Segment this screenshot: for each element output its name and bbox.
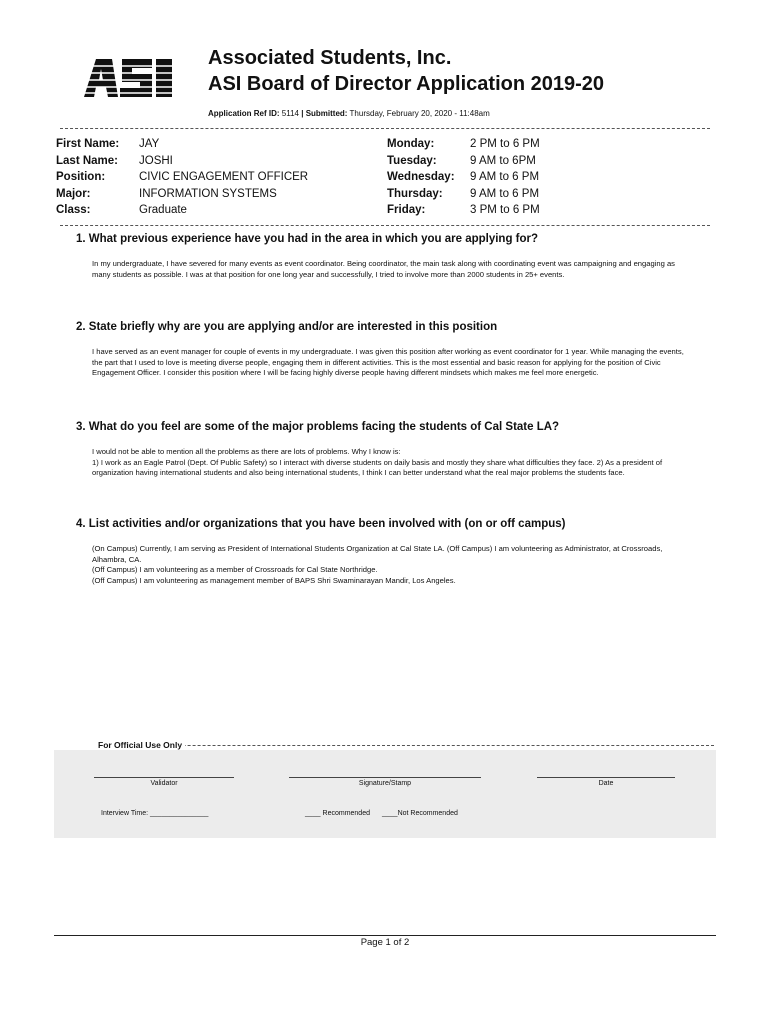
application-title: ASI Board of Director Application 2019-20 <box>208 73 605 95</box>
org-name: Associated Students, Inc. <box>208 47 452 69</box>
day-label: Tuesday: <box>387 154 437 167</box>
question-title: 1. What previous experience have you had in the area in which you are applying for? <box>76 233 539 245</box>
validator-line <box>94 777 234 778</box>
day-label: Wednesday: <box>387 171 455 183</box>
ref-id: 5114 <box>281 109 299 118</box>
footer-rule <box>54 935 716 936</box>
time-value: 9 AM to 6 PM <box>470 171 540 183</box>
last-name-label: Last Name: <box>56 154 118 167</box>
answer-paragraph: 1) I work as an Eagle Patrol (Dept. Of Public Safety) so I interact with diverse students on daily basis and mostly they share what difficulties they face. 2) As a president of organization having international students and also being international students, I think I can better understand what the real major problems the students face. <box>92 457 663 477</box>
validator-caption: Validator <box>150 780 178 787</box>
interview-time: Interview Time: _______________ <box>101 810 209 817</box>
official-use-box <box>54 750 716 838</box>
question-answer <box>92 544 692 586</box>
availability-days <box>387 136 455 219</box>
applicant-labels <box>56 136 119 219</box>
date-line <box>537 777 675 778</box>
divider <box>60 128 710 129</box>
question-answer <box>92 259 692 280</box>
time-value: 9 AM to 6PM <box>470 154 536 167</box>
class-value: Graduate <box>139 204 187 216</box>
ref-label: Application Ref ID: <box>208 109 280 118</box>
submitted-value: Thursday, February 20, 2020 - 11:48am <box>349 109 490 118</box>
day-label: Monday: <box>387 138 435 150</box>
question-title: 2. State briefly why are you are applying and/or are interested in this position <box>76 321 498 333</box>
recommended-option: ____ Recommended <box>305 810 370 817</box>
date-caption: Date <box>598 780 614 787</box>
day-label: Friday: <box>387 204 426 216</box>
answer-paragraph: (On Campus) Currently, I am serving as President of International Students Organization at Cal State LA. (Off Campus) I am volunteering as Administrator, at Crossroads, Alhambra, CA. <box>92 544 663 564</box>
time-value: 3 PM to 6 PM <box>470 204 540 216</box>
position-label: Position: <box>56 171 106 183</box>
question-title: 3. What do you feel are some of the major problems facing the students of Cal State LA? <box>76 421 560 433</box>
answer-paragraph: I would not be able to mention all the problems as there are lots of problems. Why I know is: <box>92 447 401 456</box>
time-value: 2 PM to 6 PM <box>470 138 540 150</box>
official-use-label: For Official Use Only <box>58 740 185 750</box>
signature-line <box>289 777 481 778</box>
answer-paragraph: I have served as an event manager for couple of events in my undergraduate. I was given this position after working as event coordinator for 1 year. While managing the events, the part that I used to love is meeting diverse people, engaging them in different activities. This is the most essential and basic reason for applying for the position of Civic Engagement Officer. I consider this position where I will be facing highly diverse people having different mindsets which makes me feel more energetic. <box>92 347 684 377</box>
answer-paragraph: (Off Campus) I am volunteering as a member of Crossroads for Cal State Northridge. <box>92 565 378 574</box>
applicant-values <box>139 136 308 219</box>
first-name-value: JAY <box>139 138 160 150</box>
answer-paragraph: (Off Campus) I am volunteering as management member of BAPS Shri Swaminarayan Mandir, Los Angeles. <box>92 575 456 585</box>
not-recommended-option: ____Not Recommended <box>382 810 458 817</box>
page-number: Page 1 of 2 <box>360 937 410 948</box>
major-label: Major: <box>56 187 91 200</box>
position-value: CIVIC ENGAGEMENT OFFICER <box>139 171 309 183</box>
signature-caption: Signature/Stamp <box>358 780 412 787</box>
first-name-label: First Name: <box>56 138 120 150</box>
divider <box>60 225 710 226</box>
availability-times <box>470 136 540 219</box>
time-value: 9 AM to 6 PM <box>470 187 540 200</box>
answer-paragraph: In my undergraduate, I have severed for many events as event coordinator. Being coordinator, the main task along with coordinating event was campaigning and engaging as many students as possible. I was at that position for one long year and successfully, I tried to involve more than 2000 students in 25+ events. <box>92 259 675 279</box>
question-answer <box>92 347 692 379</box>
last-name-value: JOSHI <box>139 154 173 167</box>
major-value: INFORMATION SYSTEMS <box>139 187 277 200</box>
submitted-label: | Submitted: <box>301 109 348 118</box>
question-answer <box>92 447 692 479</box>
asi-logo <box>82 57 176 99</box>
question-title: 4. List activities and/or organizations that you have been involved with (on or off campus) <box>76 518 566 530</box>
class-label: Class: <box>56 204 91 216</box>
day-label: Thursday: <box>387 187 443 200</box>
application-ref-line <box>208 109 490 118</box>
